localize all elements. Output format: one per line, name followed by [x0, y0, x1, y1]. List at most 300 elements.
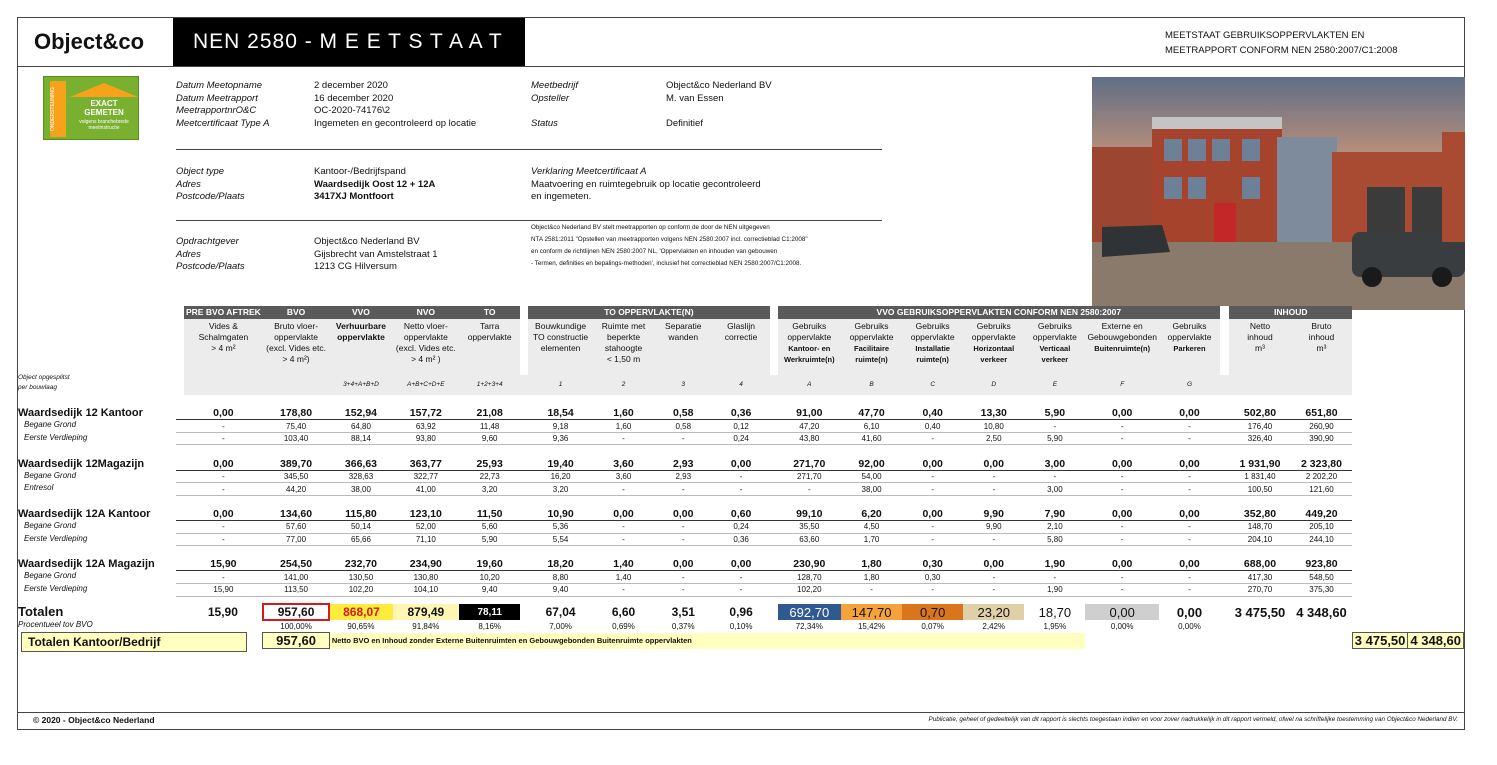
group-header: TO OPPERVLAKTE(N)	[528, 306, 770, 319]
formula-cell: D	[963, 375, 1024, 395]
value-cell: 254,50	[263, 558, 330, 571]
group-header: VVO	[329, 306, 392, 319]
value-cell: 77,00	[263, 533, 330, 546]
value-cell: -	[1159, 533, 1220, 546]
value-cell: 0,00	[1159, 458, 1220, 471]
value-cell: 7,90	[1024, 508, 1085, 521]
header-divider	[18, 66, 1464, 67]
value-cell: 879,49	[393, 604, 460, 620]
value-cell: 121,60	[1291, 483, 1353, 496]
column-header: Bruto vloer- oppervlakte (excl. Vides etc. > 4 m²)	[263, 319, 330, 375]
value-cell: 389,70	[263, 458, 330, 471]
value-cell: -	[654, 533, 713, 546]
value-cell: 0,00%	[1178, 621, 1201, 631]
value-cell: -	[184, 521, 263, 534]
value-cell: 0,00	[963, 458, 1024, 471]
value-cell: -	[184, 432, 263, 445]
exact-gemeten-badge	[43, 76, 139, 140]
value-cell: 1,40	[593, 558, 654, 571]
formula-cell: 1+2+3+4	[459, 375, 520, 395]
column-header: Netto vloer- oppervlakte (excl. Vides etc. > 4 m² )	[393, 319, 460, 375]
value-cell: 363,77	[393, 458, 460, 471]
value-cell: 64,80	[329, 420, 392, 433]
value-cell: -	[654, 432, 713, 445]
value-cell: 5,90	[1024, 432, 1085, 445]
formula-cell: F	[1085, 375, 1158, 395]
column-header: Gebruiks oppervlakte Verticaal verkeer	[1024, 319, 1085, 375]
value-cell: 3,60	[593, 470, 654, 483]
disclaimer: Publicatie, geheel of gedeeltelijk van dit rapport is slechts toegestaan indien en voor zover nadrukkelijk in dit rapport vermeld, ofwel na schriftelijke toestemming van Object&co Nederland BV.	[928, 716, 1458, 723]
value-cell: 0,00	[1176, 604, 1203, 620]
column-header: Vides & Schalmgaten > 4 m²	[184, 319, 263, 375]
value-cell: -	[593, 533, 654, 546]
value-cell: 102,20	[778, 584, 841, 597]
value-cell: -	[1085, 533, 1158, 546]
value-cell: 47,20	[778, 420, 841, 433]
value-cell: -	[1159, 521, 1220, 534]
value-cell: 0,00	[184, 458, 263, 471]
group-header-row	[176, 306, 1464, 319]
formula-cell: A+B+C+D+E	[393, 375, 460, 395]
value-cell: 15,90	[184, 558, 263, 571]
value-cell: 7,00%	[549, 621, 572, 631]
value-cell: 0,00	[654, 508, 713, 521]
value-cell: 0,00	[654, 558, 713, 571]
value-cell: -	[1085, 584, 1158, 597]
group-header: INHOUD	[1229, 306, 1352, 319]
nen-statement: Object&co Nederland BV stelt meetrapporten op conform de door de NEN uitgegeven NTA 2581:2011 "Opstellen van meetrapporten volgens NEN 2580:2007 incl. correctieblad C1:2008" en conform de richtlijnen NEN 2580:2007 NL, 'Oppervlakten en inhouden van gebouwen - Termen, definities en bepalings-methoden', inclusief het correctieblad NEN 2580:2007/C1:2008.	[531, 224, 808, 267]
value-cell: 0,30	[902, 571, 963, 584]
value-cell: 1,60	[593, 420, 654, 433]
value-cell: -	[184, 483, 263, 496]
value-cell: -	[184, 470, 263, 483]
value-cell: 2 323,80	[1291, 458, 1353, 471]
value-cell: 0,40	[902, 420, 963, 433]
value-cell: 0,30	[902, 558, 963, 571]
value-cell: 16,20	[528, 470, 593, 483]
row-label: Eerste Verdieping	[176, 584, 184, 597]
value-cell: 176,40	[1229, 420, 1290, 433]
value-cell: 0,00	[184, 407, 263, 420]
value-cell: 19,60	[459, 558, 520, 571]
value-cell: 449,20	[1291, 508, 1353, 521]
value-cell: 9,60	[459, 432, 520, 445]
value-cell: 352,80	[1229, 508, 1290, 521]
value-cell: -	[1085, 521, 1158, 534]
value-cell: 13,30	[963, 407, 1024, 420]
value-cell: 11,48	[459, 420, 520, 433]
value-cell: 3 475,50	[1234, 604, 1286, 620]
header-subtitle: MEETSTAAT GEBRUIKSOPPERVLAKTEN EN MEETRAPPORT CONFORM NEN 2580:2007/C1:2008	[1165, 30, 1398, 56]
group-header: VVO GEBRUIKSOPPERVLAKTEN CONFORM NEN 2580:2007	[778, 306, 1220, 319]
value-cell: -	[1159, 432, 1220, 445]
row-label: Waardsedijk 12A Magazijn	[176, 558, 184, 571]
formula-cell: E	[1024, 375, 1085, 395]
value-cell: 9,90	[963, 521, 1024, 534]
value-cell: 0,00	[1085, 508, 1158, 521]
value-cell: 8,80	[528, 571, 593, 584]
value-cell: 232,70	[329, 558, 392, 571]
value-cell: 113,50	[263, 584, 330, 597]
value-cell: 67,04	[545, 605, 576, 620]
value-cell: 134,60	[263, 508, 330, 521]
value-cell: -	[713, 470, 770, 483]
floor-row	[176, 432, 1464, 445]
value-cell: 18,70	[1038, 604, 1072, 620]
value-cell: 2 202,20	[1291, 470, 1353, 483]
floor-row	[176, 571, 1464, 584]
row-label: Eerste Verdieping	[176, 432, 184, 445]
value-cell: 9,40	[459, 584, 520, 597]
section-total-row	[176, 407, 1464, 420]
value-cell: 102,20	[329, 584, 392, 597]
value-cell: -	[902, 584, 963, 597]
value-cell: 100,00%	[280, 622, 312, 632]
value-cell: 0,00	[963, 558, 1024, 571]
value-cell: 688,00	[1229, 558, 1290, 571]
group-header: PRE BVO AFTREK	[186, 307, 261, 318]
value-cell: 0,00	[184, 508, 263, 521]
value-cell: -	[778, 483, 841, 496]
value-cell: 38,00	[329, 483, 392, 496]
value-cell: -	[963, 584, 1024, 597]
value-cell: -	[1024, 420, 1085, 433]
value-cell: 93,80	[393, 432, 460, 445]
value-cell: 103,40	[263, 432, 330, 445]
value-cell: 91,00	[778, 407, 841, 420]
value-cell	[1291, 620, 1353, 633]
value-cell: 15,90	[207, 605, 238, 620]
value-cell: 128,70	[778, 571, 841, 584]
formula-cell: 3+4+A+B+D	[329, 375, 392, 395]
value-cell: 0,60	[713, 508, 770, 521]
value-cell: 88,14	[329, 432, 392, 445]
value-cell: 0,58	[654, 420, 713, 433]
floor-row	[176, 521, 1464, 534]
totals-kantoor-note: Netto BVO en Inhoud zonder Externe Buitenruimten en Gebouwgebonden Buitenruimte oppervlakten	[329, 633, 1085, 649]
value-cell: 5,90	[459, 533, 520, 546]
meta-opdrachtgever: Opdrachtgever Object&co Nederland BV Adres Gijsbrecht van Amstelstraat 1 Postcode/Plaats 1213 CG Hilversum	[176, 236, 438, 272]
value-cell: -	[1159, 470, 1220, 483]
value-cell	[1229, 620, 1290, 633]
report-sheet	[17, 17, 1465, 730]
formula-cell: 1	[528, 375, 593, 395]
column-header: Verhuurbare oppervlakte	[329, 319, 392, 375]
value-cell: 18,20	[528, 558, 593, 571]
column-header: Netto inhoud m³	[1229, 319, 1290, 375]
value-cell: 0,36	[713, 407, 770, 420]
row-label: Begane Grond	[176, 521, 184, 534]
value-cell: 234,90	[393, 558, 460, 571]
value-cell: 0,00	[1085, 558, 1158, 571]
value-cell: 328,63	[329, 470, 392, 483]
brand-logo: Object&co	[34, 29, 145, 54]
floor-row	[176, 420, 1464, 433]
value-cell: 43,80	[778, 432, 841, 445]
value-cell: 957,60	[263, 604, 330, 620]
value-cell: -	[713, 571, 770, 584]
row-label: Procentueel tov BVO	[18, 620, 93, 630]
value-cell: 2,93	[654, 470, 713, 483]
building-photo	[1092, 77, 1465, 310]
value-cell: 5,36	[528, 521, 593, 534]
value-cell: 271,70	[778, 458, 841, 471]
row-label: Waardsedijk 12Magazijn	[176, 458, 184, 471]
value-cell: 1 931,90	[1229, 458, 1290, 471]
totals-row	[176, 604, 1464, 620]
value-cell: -	[654, 483, 713, 496]
value-cell: 54,00	[841, 470, 902, 483]
value-cell: 0,00%	[1110, 621, 1134, 631]
value-cell: 23,20	[963, 604, 1024, 620]
value-cell: 0,00	[593, 508, 654, 521]
roof-icon	[70, 83, 138, 97]
value-cell: -	[1024, 571, 1085, 584]
formula-cell: A	[778, 375, 841, 395]
value-cell: -	[963, 483, 1024, 496]
value-cell: -	[963, 571, 1024, 584]
value-cell: 322,77	[393, 470, 460, 483]
value-cell: -	[713, 483, 770, 496]
row-label: Waardsedijk 12 Kantoor	[176, 407, 184, 420]
value-cell: 15,90	[184, 584, 263, 597]
value-cell: 0,58	[654, 407, 713, 420]
value-cell: 0,00	[1085, 458, 1158, 471]
column-header: Gebruiks oppervlakte Kantoor- en Werkruimte(n)	[778, 319, 841, 375]
value-cell: 326,40	[1229, 432, 1290, 445]
value-cell: 63,92	[393, 420, 460, 433]
value-cell: 41,60	[841, 432, 902, 445]
value-cell: -	[1085, 420, 1158, 433]
row-label: Begane Grond	[176, 420, 184, 433]
column-header: Gebruiks oppervlakte Parkeren	[1159, 319, 1220, 375]
value-cell: -	[902, 470, 963, 483]
floor-row	[176, 483, 1464, 496]
value-cell: 50,14	[329, 521, 392, 534]
value-cell: 5,54	[528, 533, 593, 546]
value-cell: 3,00	[1024, 458, 1085, 471]
value-cell: -	[963, 470, 1024, 483]
group-header: NVO	[393, 306, 460, 319]
value-cell: 92,00	[841, 458, 902, 471]
column-header: Gebruiks oppervlakte Horizontaal verkeer	[963, 319, 1024, 375]
value-cell: -	[654, 584, 713, 597]
value-cell: -	[593, 432, 654, 445]
value-cell: 651,80	[1291, 407, 1353, 420]
value-cell: 178,80	[263, 407, 330, 420]
value-cell: 99,10	[778, 508, 841, 521]
value-cell: 0,07%	[921, 621, 944, 631]
value-cell: 2,50	[963, 432, 1024, 445]
value-cell: 205,10	[1291, 521, 1353, 534]
row-label: Totalen	[18, 604, 64, 620]
value-cell: 63,60	[778, 533, 841, 546]
value-cell: 41,00	[393, 483, 460, 496]
value-cell: 115,80	[329, 508, 392, 521]
value-cell: 6,60	[611, 605, 636, 620]
section-total-row	[176, 458, 1464, 471]
value-cell: 9,18	[528, 420, 593, 433]
value-cell: 271,70	[778, 470, 841, 483]
value-cell: 75,40	[263, 420, 330, 433]
section-total-row	[176, 558, 1464, 571]
footer-divider	[18, 712, 1464, 713]
column-header: Gebruiks oppervlakte Installatie ruimte(n)	[902, 319, 963, 375]
row-label: Eerste Verdieping	[176, 533, 184, 546]
floor-row	[176, 533, 1464, 546]
totals-kantoor-row	[176, 633, 1464, 649]
value-cell: 10,90	[528, 508, 593, 521]
value-cell: -	[184, 533, 263, 546]
group-header: BVO	[263, 306, 330, 319]
value-cell: 52,00	[393, 521, 460, 534]
value-cell: 9,90	[963, 508, 1024, 521]
copyright: © 2020 - Object&co Nederland	[33, 715, 155, 725]
value-cell: 0,37%	[671, 621, 695, 631]
column-header: Glaslijn correctie	[713, 319, 770, 375]
value-cell: 0,12	[713, 420, 770, 433]
value-cell: 366,63	[329, 458, 392, 471]
column-header: Bouwkundige TO constructie elementen	[528, 319, 593, 375]
value-cell: 0,00	[902, 458, 963, 471]
value-cell: 390,90	[1291, 432, 1353, 445]
value-cell: 0,00	[1085, 604, 1158, 620]
meta-dates: Datum Meetopname 2 december 2020 Datum Meetrapport 16 december 2020 MeetrapportnrO&C OC-2020-74176\2 Meetcertificaat Type A Ingemeten en gecontroleerd op locatie	[176, 80, 477, 129]
meta-verklaring: Verklaring Meetcertificaat A Maatvoering en ruimtegebruik op locatie gecontroleerd en ingemeten.	[531, 166, 761, 202]
row-label: Begane Grond	[176, 571, 184, 584]
value-cell: -	[1159, 420, 1220, 433]
value-cell: 65,66	[329, 533, 392, 546]
value-cell: 3,51	[671, 605, 695, 620]
formula-cell	[263, 375, 330, 395]
value-cell: 90,65%	[347, 621, 375, 631]
value-cell: 0,00	[902, 508, 963, 521]
value-cell: 230,90	[778, 558, 841, 571]
formula-row	[176, 375, 1464, 395]
formula-cell: 2	[593, 375, 654, 395]
value-cell: 0,24	[713, 432, 770, 445]
value-cell: 104,10	[393, 584, 460, 597]
value-cell: 1 831,40	[1229, 470, 1290, 483]
value-cell: 10,20	[459, 571, 520, 584]
value-cell: 375,30	[1291, 584, 1353, 597]
column-header: Gebruiks oppervlakte Facilitaire ruimte(n)	[841, 319, 902, 375]
value-cell: 21,08	[459, 407, 520, 420]
value-cell: 1,80	[841, 571, 902, 584]
value-cell: 0,96	[729, 605, 753, 620]
value-cell: 71,10	[393, 533, 460, 546]
value-cell: 8,16%	[478, 621, 502, 631]
badge-subtitle: volgens branchebrede meetinstructie	[79, 119, 129, 131]
value-cell: 78,11	[459, 604, 520, 620]
page-title: NEN 2580 - M E E T S T A A T	[173, 18, 525, 66]
value-cell: 868,07	[329, 604, 392, 620]
value-cell: 0,00	[1159, 407, 1220, 420]
value-cell: 47,70	[841, 407, 902, 420]
value-cell: 3,60	[593, 458, 654, 471]
value-cell: -	[1159, 483, 1220, 496]
value-cell: 147,70	[841, 604, 902, 620]
value-cell: 0,24	[713, 521, 770, 534]
value-cell: 3,20	[528, 483, 593, 496]
totals-kantoor-bruto: 4 348,60	[1408, 633, 1464, 649]
badge-title: EXACT GEMETEN	[84, 99, 124, 117]
value-cell: -	[593, 584, 654, 597]
value-cell: -	[1159, 584, 1220, 597]
totals-kantoor-netto: 3 475,50	[1352, 633, 1408, 649]
value-cell: 1,60	[593, 407, 654, 420]
formula-cell	[1229, 375, 1290, 395]
value-cell: 692,70	[778, 604, 841, 620]
value-cell: -	[902, 483, 963, 496]
value-cell: 0,69%	[612, 621, 635, 631]
value-cell: 2,10	[1024, 521, 1085, 534]
value-cell: 3,00	[1024, 483, 1085, 496]
value-cell: 1,80	[841, 558, 902, 571]
value-cell: 2,42%	[982, 621, 1006, 631]
value-cell: -	[654, 521, 713, 534]
value-cell: 0,40	[902, 407, 963, 420]
value-cell: 22,73	[459, 470, 520, 483]
formula-cell	[1291, 375, 1353, 395]
value-cell: -	[1085, 432, 1158, 445]
value-cell: 11,50	[459, 508, 520, 521]
value-cell: 0,36	[713, 533, 770, 546]
value-cell: 2,93	[654, 458, 713, 471]
value-cell: 5,60	[459, 521, 520, 534]
value-cell: -	[1024, 470, 1085, 483]
column-header: Separatie wanden	[654, 319, 713, 375]
value-cell: 152,94	[329, 407, 392, 420]
value-cell: 148,70	[1229, 521, 1290, 534]
meta-company: Meetbedrijf Object&co Nederland BV Opsteller M. van Essen Status Definitief	[531, 80, 772, 129]
value-cell: 0,00	[713, 558, 770, 571]
value-cell: -	[902, 521, 963, 534]
value-cell: 502,80	[1229, 407, 1290, 420]
totals-kantoor-label: Totalen Kantoor/Bedrijf	[21, 632, 247, 652]
value-cell: 0,00	[1159, 558, 1220, 571]
value-cell: -	[963, 533, 1024, 546]
value-cell: -	[654, 571, 713, 584]
column-header: Externe en Gebouwgebonden Buitenruimte(n)	[1085, 319, 1158, 375]
percentage-row	[176, 620, 1464, 633]
value-cell: 0,10%	[729, 621, 753, 631]
floor-row	[176, 470, 1464, 483]
value-cell: 15,42%	[857, 621, 886, 631]
value-cell: -	[184, 571, 263, 584]
value-cell: 244,10	[1291, 533, 1353, 546]
value-cell: 6,10	[841, 420, 902, 433]
value-cell: 417,30	[1229, 571, 1290, 584]
value-cell: 57,60	[263, 521, 330, 534]
value-cell: 25,93	[459, 458, 520, 471]
formula-cell	[184, 375, 263, 395]
column-header: Bruto inhoud m³	[1291, 319, 1353, 375]
value-cell: 10,80	[963, 420, 1024, 433]
value-cell: 0,70	[902, 604, 963, 620]
value-cell: 9,40	[528, 584, 593, 597]
value-cell: 4 348,60	[1296, 604, 1347, 620]
value-cell: 548,50	[1291, 571, 1353, 584]
row-label: Waardsedijk 12A Kantoor	[176, 508, 184, 521]
value-cell: 923,80	[1291, 558, 1353, 571]
formula-cell: B	[841, 375, 902, 395]
value-cell: 4,50	[841, 521, 902, 534]
value-cell: -	[593, 483, 654, 496]
value-cell: 204,10	[1229, 533, 1290, 546]
value-cell: 38,00	[841, 483, 902, 496]
value-cell: 44,20	[263, 483, 330, 496]
